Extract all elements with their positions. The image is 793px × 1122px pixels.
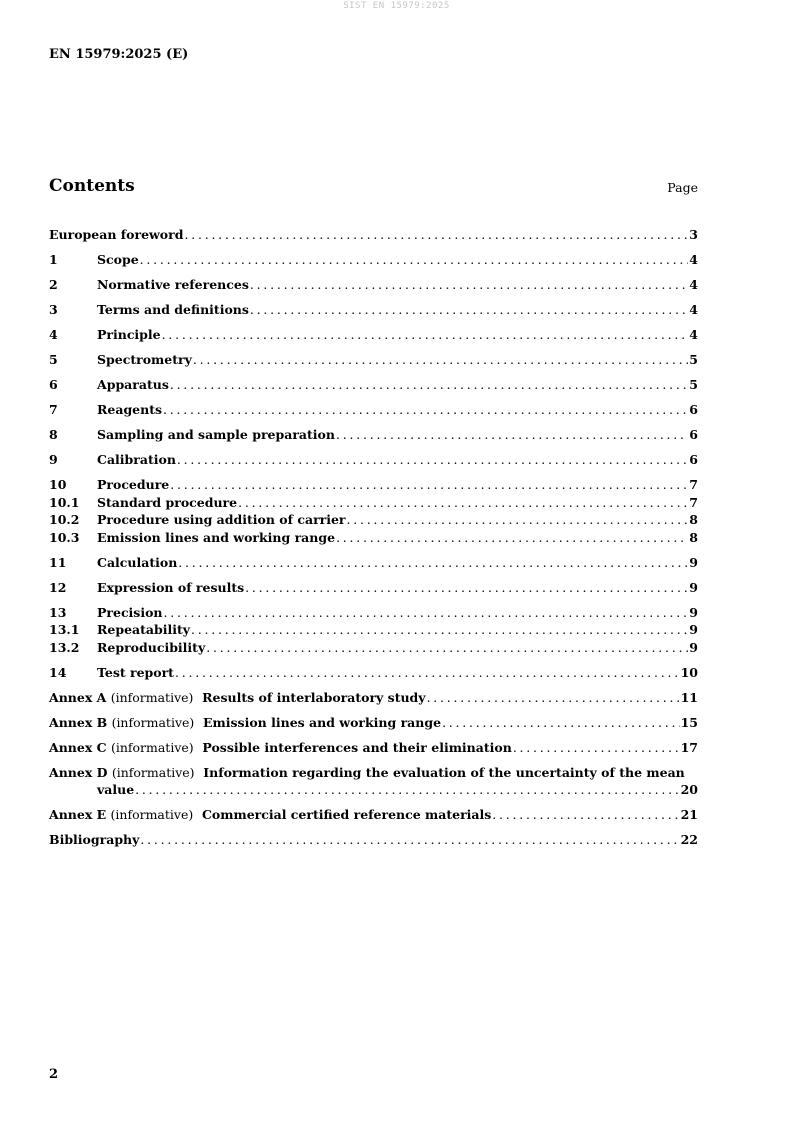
annex-label: Annex C xyxy=(49,739,107,755)
toc-entry-page: 9 xyxy=(689,554,698,570)
toc-entry-number: 11 xyxy=(49,554,67,570)
toc-entry-number: 1 xyxy=(49,252,58,267)
dot-leader xyxy=(178,554,688,572)
annex-title-continued: value xyxy=(97,782,135,797)
toc-annex-entry[interactable] xyxy=(49,689,698,707)
annex-label: Annex D xyxy=(49,764,108,780)
toc-entry-number: 10 xyxy=(49,477,67,492)
toc-entry[interactable] xyxy=(49,301,698,319)
toc-entry-page: 4 xyxy=(689,252,698,267)
dot-leader xyxy=(170,476,688,494)
toc-entry-number: 12 xyxy=(49,579,67,595)
dot-leader xyxy=(140,831,679,849)
toc-entry[interactable] xyxy=(49,276,698,294)
toc-entry[interactable] xyxy=(49,511,698,529)
toc-entry[interactable] xyxy=(49,494,698,512)
toc-entry[interactable] xyxy=(49,376,698,394)
annex-kind: (informative) xyxy=(111,714,195,730)
toc-entry-number: 13.2 xyxy=(49,639,80,655)
toc-entry-page: 7 xyxy=(689,477,698,492)
toc-entry-number: 13.1 xyxy=(49,622,80,637)
dot-leader xyxy=(336,426,688,444)
toc-entry-page: 15 xyxy=(680,714,698,730)
toc-entry-number: 2 xyxy=(49,277,58,292)
toc-entry-page: 8 xyxy=(689,512,698,527)
toc-entry-page: 22 xyxy=(680,832,698,847)
toc-entry-page: 21 xyxy=(680,807,698,822)
toc-entry-title: Test report xyxy=(97,664,174,680)
toc-entry-page: 4 xyxy=(689,327,698,342)
toc-entry-title: Normative references xyxy=(97,277,249,292)
annex-kind: (informative) xyxy=(110,739,194,755)
dot-leader xyxy=(170,376,688,394)
dot-leader xyxy=(184,226,688,244)
annex-kind: (informative) xyxy=(111,764,195,780)
toc-entry-number: 9 xyxy=(49,452,58,467)
toc-entry[interactable] xyxy=(49,621,698,639)
annex-title: Possible interferences and their elimination xyxy=(202,739,512,755)
toc-entry-page: 6 xyxy=(689,427,698,442)
toc-entry-title: Principle xyxy=(97,327,161,342)
toc-entry-page: 9 xyxy=(689,579,698,595)
toc-entry-title: Scope xyxy=(97,252,139,267)
toc-entry-page: 6 xyxy=(689,452,698,467)
toc-entry[interactable] xyxy=(49,451,698,469)
toc-entry[interactable] xyxy=(49,251,698,269)
toc-entry-page: 9 xyxy=(689,622,698,637)
toc-entry-title: Procedure xyxy=(97,477,170,492)
toc-entry-title: Precision xyxy=(97,604,163,620)
toc-entry-title: Calibration xyxy=(97,452,176,467)
annex-kind: (informative) xyxy=(110,807,194,822)
dot-leader xyxy=(177,451,688,469)
toc-entry-page: 10 xyxy=(680,664,698,680)
dot-leader xyxy=(191,621,688,639)
toc-entry[interactable] xyxy=(49,326,698,344)
annex-label: Annex A xyxy=(49,689,107,705)
toc-annex-entry[interactable] xyxy=(49,806,698,824)
toc-annex-entry[interactable] xyxy=(49,764,698,799)
toc-entry[interactable] xyxy=(49,476,698,494)
toc-bibliography-entry[interactable] xyxy=(49,831,698,849)
toc-entry-title: Reagents xyxy=(97,402,163,417)
toc-entry-page: 8 xyxy=(689,529,698,545)
toc-entry-page: 4 xyxy=(689,302,698,317)
annex-title: Results of interlaboratory study xyxy=(202,689,426,705)
annex-label: Annex E xyxy=(49,807,107,822)
dot-leader xyxy=(442,714,680,732)
toc-entry-title: Standard procedure xyxy=(97,494,238,510)
annex-label: Annex B xyxy=(49,714,108,730)
table-of-contents xyxy=(49,226,698,849)
toc-entry-page: 6 xyxy=(689,402,698,417)
toc-entry-number: 10.3 xyxy=(49,529,80,545)
page-number: 2 xyxy=(49,1067,59,1082)
toc-entry[interactable] xyxy=(49,529,698,547)
contents-title: Contents xyxy=(49,176,135,196)
toc-entry[interactable] xyxy=(49,426,698,444)
toc-entry-title: Apparatus xyxy=(97,377,169,392)
dot-leader xyxy=(163,401,688,419)
dot-leader xyxy=(513,739,680,757)
annex-title: Information regarding the evaluation of the uncertainty of the mean xyxy=(203,764,685,780)
toc-entry-page: 3 xyxy=(689,227,698,242)
toc-entry-page: 9 xyxy=(689,604,698,620)
toc-entry-title: Reproducibility xyxy=(97,639,206,655)
toc-entry[interactable] xyxy=(49,579,698,597)
toc-entry[interactable] xyxy=(49,351,698,369)
dot-leader xyxy=(135,781,679,799)
toc-entry-number: 13 xyxy=(49,604,67,620)
toc-entry-page: 7 xyxy=(689,494,698,510)
document-id: EN 15979:2025 (E) xyxy=(49,47,189,62)
toc-entry-number: 6 xyxy=(49,377,58,392)
dot-leader xyxy=(336,529,688,547)
toc-entry-number: 10.2 xyxy=(49,512,80,527)
dot-leader xyxy=(347,511,689,529)
dot-leader xyxy=(206,639,688,657)
dot-leader xyxy=(492,806,679,824)
toc-entry-title: Bibliography xyxy=(49,832,140,847)
toc-entry-number: 5 xyxy=(49,352,58,367)
dot-leader xyxy=(193,351,688,369)
dot-leader xyxy=(162,326,689,344)
page-column-label: Page xyxy=(667,180,698,195)
toc-entry-page: 5 xyxy=(689,352,698,367)
toc-entry[interactable] xyxy=(49,664,698,682)
annex-title: Emission lines and working range xyxy=(203,714,442,730)
dot-leader xyxy=(238,494,688,512)
toc-entry-title: Repeatability xyxy=(97,622,191,637)
annex-title: Commercial certified reference materials xyxy=(201,807,492,822)
toc-entry-title: Calculation xyxy=(97,554,178,570)
dot-leader xyxy=(427,689,680,707)
toc-entry[interactable] xyxy=(49,226,698,244)
toc-entry-title: Procedure using addition of carrier xyxy=(97,512,346,527)
toc-annex-entry[interactable] xyxy=(49,739,698,757)
dot-leader xyxy=(245,579,688,597)
toc-entry-number: 14 xyxy=(49,664,67,680)
toc-entry[interactable] xyxy=(49,639,698,657)
toc-entry-number: 8 xyxy=(49,427,58,442)
toc-entry-page: 20 xyxy=(680,782,698,797)
dot-leader xyxy=(250,301,688,319)
toc-annex-entry[interactable] xyxy=(49,714,698,732)
toc-entry-page: 4 xyxy=(689,277,698,292)
toc-entry-number: 10.1 xyxy=(49,494,80,510)
toc-entry-title: Terms and definitions xyxy=(97,302,249,317)
toc-entry-page: 11 xyxy=(680,689,698,705)
toc-entry-title: Expression of results xyxy=(97,579,245,595)
toc-entry[interactable] xyxy=(49,554,698,572)
dot-leader xyxy=(250,276,688,294)
toc-entry-title: Sampling and sample preparation xyxy=(97,427,335,442)
toc-entry-title: European foreword xyxy=(49,227,184,242)
toc-entry-number: 4 xyxy=(49,327,58,342)
dot-leader xyxy=(140,251,689,269)
annex-kind: (informative) xyxy=(110,689,194,705)
toc-entry[interactable] xyxy=(49,604,698,622)
toc-entry-page: 9 xyxy=(689,639,698,655)
watermark: SIST EN 15979:2025 xyxy=(343,1,450,11)
dot-leader xyxy=(164,604,689,622)
toc-entry-title: Spectrometry xyxy=(97,352,192,367)
toc-entry-page: 17 xyxy=(680,739,698,755)
toc-entry-number: 3 xyxy=(49,302,58,317)
dot-leader xyxy=(175,664,680,682)
toc-entry-number: 7 xyxy=(49,402,58,417)
toc-entry-page: 5 xyxy=(689,377,698,392)
toc-entry[interactable] xyxy=(49,401,698,419)
toc-entry-title: Emission lines and working range xyxy=(97,529,336,545)
